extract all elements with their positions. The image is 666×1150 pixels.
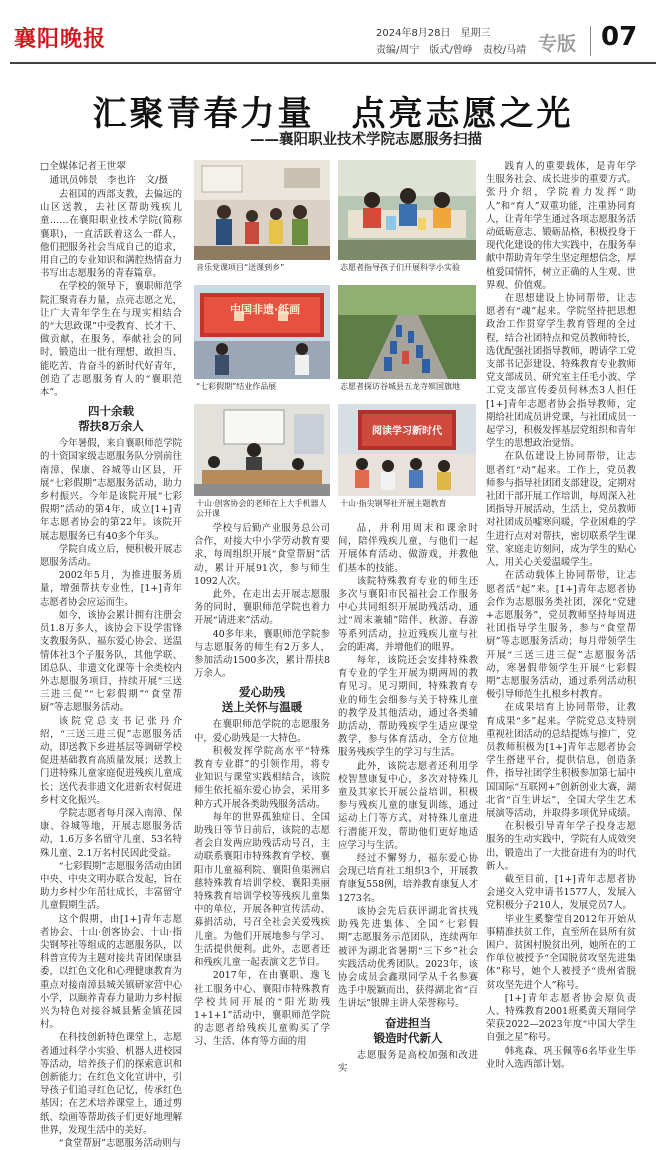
column-1-intro	[40, 188, 182, 399]
photo-memorial-visit	[338, 285, 476, 379]
paragraph: 去祖国的西部支教，去偏远的山区送教，去社区帮助残疾儿童……在襄阳职业技术学院(简称襄职)，一直活跃着这么一群人，他们把服务社会当成自己的追求，用自己的专业知识和满腔热情奋力书写出志愿服务的青春篇章。	[40, 189, 182, 280]
paragraph: 如今，该协会累计拥有注册会员1.8万多人，该协会下设学雷锋支教服务队、福东爱心协会、送温情体社3个子服务队，其他学联、团总队、非遗文化课等十余类校内外志愿服务项目，持续开展“三送三进三促”“七彩假期”“食堂帮厨”等志愿服务活动。	[40, 609, 182, 714]
caption-photo-5: 十山·创客协会的老师在上大手机器人公开课	[196, 499, 327, 518]
paragraph: 学院自成立后，便积极开展志愿服务活动。	[40, 543, 182, 569]
caption-photo-1: 音乐党课项目“送课到乡”	[196, 263, 285, 272]
caption-photo-4: 志愿者探访谷城县五龙寺殡国旗地	[340, 382, 460, 391]
page-number: 07	[601, 22, 638, 52]
section-heading-3	[338, 1016, 478, 1046]
photo-theme-education	[338, 404, 476, 496]
issue-date: 2024年8月28日 星期三	[376, 28, 491, 39]
caption-photo-3: “七彩假期”结业作品展	[196, 382, 277, 391]
section-heading-2-subtitle: 送上关怀与温暖	[221, 700, 303, 715]
paragraph: 该院党总支书记张丹介绍，“三送三进三促”志愿服务活动，即送教下乡进基层等调研学校促进基础教育高质量发展；送教上门进特殊儿童家庭促进残疾儿童成长；送代表非遗文化进新农村促进乡村文化振兴。	[40, 715, 182, 806]
paragraph: 志愿服务是高校加强和改进实	[338, 1049, 478, 1074]
section-heading-2-title: 爱心助残	[239, 685, 285, 700]
paragraph: “七彩假期”志愿服务活动由团中央、中央文明办联合发起，旨在助力乡村少年茁壮成长，丰富留守儿童假期生活。	[40, 860, 182, 912]
paragraph: 学院志愿者每月深入南漳、保康、谷城等地，开展志愿服务活动，1.6万多名留守儿童、53名特殊儿童、2.1万名村民因此受益。	[40, 807, 182, 859]
newspaper-logo: 襄阳晚报	[14, 26, 107, 52]
paragraph: 毕业生奚黎莹自2012年开始从事精准扶贫工作，直至所在县所有贫困户、贫困村脱贫出列，她所在的工作单位被授予“全国脱贫攻坚先进集体”称号，她个人被授予“贵州省脱贫攻坚先进个人”称号。	[486, 913, 637, 991]
paragraph: 经过不懈努力，福东爱心协会现已培育社工组织3个，开展教育康复558例，培养教育康复人才1273名。	[338, 853, 478, 904]
exhibition-banner-text: 中国非遗·纸画	[230, 303, 301, 316]
article-column-3	[338, 522, 478, 1074]
column-4-body	[486, 160, 636, 1071]
paragraph: 在科技创新特色课堂上，志愿者通过科学小实验、机器人进校园等活动，培养孩子们的探索意识和创新能力；在红色文化宣讲中，引导孩子们追寻红色记忆，传承红色基因；在艺术培养课堂上，通过剪纸、绘画等帮助孩子们更好地理解世界，发现生活中的美好。	[40, 1032, 182, 1136]
paragraph: 此外，在走出去开展志愿服务的同时，襄职师范学院也着力开展“请进来”活动。	[194, 589, 330, 627]
editor-credits: 责编/周宁 版式/曾峥 责校/马靖	[376, 45, 527, 56]
section-heading-3-subtitle: 锻造时代新人	[373, 1030, 443, 1045]
paragraph: [1+]青年志愿者协会原负责人、特殊教育2001班奚黄天翔同学荣获2022—2023年度“中国大学生自强之星”称号。	[486, 992, 636, 1044]
paragraph: 该协会先后获评湖北省扶残助残先进集体、全国“七彩假期”志愿服务示范团队，连续两年被评为湖北省暑期“三下乡”社会实践活动优秀团队。2023年，该协会成员会鑫琪同学从千名参赛选手中脱颖而出，获得湖北省“百生讲坛”银牌主讲人荣誉称号。	[338, 905, 478, 1010]
paragraph: 2017年，在由襄职、逸飞社工服务中心、襄阳市特殊教育学校共同开展的“阳光助残1+1+1”活动中，襄职师范学院的志愿者给残疾儿童购买了学习、生活、体育等方面的用	[194, 970, 330, 1048]
photo-exhibition	[194, 285, 330, 379]
caption-photo-6: 十山·指尖钢琴社开展主题教育	[340, 499, 447, 508]
article-subheadline: ——襄阳职业技术学院志愿服务扫描	[250, 132, 482, 148]
column-2-intro	[194, 522, 330, 680]
column-3-body	[338, 1049, 478, 1075]
paragraph: 在襄职师范学院的志愿服务中，爱心助残是一大特色。	[194, 719, 330, 744]
paragraph: 积极发挥学院高水平“特殊教育专业群”的引领作用，将专业知识与课堂实践相结合，该院师生依托福东爱心协会，采用多种方式开展各类助残服务活动。	[194, 745, 330, 810]
column-2-body	[194, 718, 330, 1048]
section-heading-3-title: 奋进担当	[385, 1015, 431, 1030]
photo-science-experiment	[338, 160, 476, 260]
paragraph: 在积极引导青年学子投身志愿服务的生动实践中，学院有人成效突出，锻造出了一大批奋进有为的时代新人。	[486, 821, 637, 872]
paragraph: 韩兆森、巩玉佩等6名毕业生毕业时入选西部计划。	[486, 1045, 636, 1070]
article-column-1	[40, 160, 182, 1150]
paragraph: 在队伍建设上协同帮带，让志愿者红“动”起来。工作上，党员教师参与指导社团团支部建设，定期对社团干部开展工作培训，每周深入社团指导开展活动，生活上，党员教师对社团成员嘘寒问暖，学业困难的学生进行点对对帮扶，密切联系学生课堂、家庭走访刻问，成为学生的贴心人，用关心关爱温暖学生。	[486, 451, 637, 569]
paragraph: 2002年5月，为推进服务质量，增强帮扶专业性，[1+]青年志愿者协会应运而生。	[40, 570, 182, 608]
masthead-rule	[10, 62, 656, 64]
paragraph: 在成果培育上协同帮带，让教育成果“多”起来。学院党总支特别重视社团活动的总结提炼与推广，党员教师积极为[1+]青年志愿者协会学生搭建平台，提供信息，创造条件，指导社团学生积极参加第七届中国国际“互联网+”创新创业大赛，湖北省“百生讲坛”，全国大学生艺术展演等活动，并取得多项优异成绩。	[486, 702, 637, 819]
paragraph: 今年暑假，来自襄职师范学院的十资国家级志愿服务队分别前往南漳、保康、谷城等山区县，开展“七彩假期”志愿服务活动，助力乡村振兴。今年是该院开展“七彩假期”活动的第4年，成立[1+]青年志愿者协会的第22年。该院开展志愿服务已有40多个年头。	[40, 438, 182, 542]
caption-photo-2: 志愿者指导孩子们开展科学小实验	[340, 263, 460, 272]
section-heading-1-subtitle: 帮扶8万余人	[78, 419, 144, 434]
paragraph: 该院特殊教育专业的师生还多次与襄阳市民福社会工作服务中心共同组织开展助残活动，通过“周末兼辅”陪伴、秋游、春游等系列活动，拉近残疾儿童与社会的距离，并增他们的眼界。	[338, 575, 478, 653]
article-column-4	[486, 160, 637, 1070]
section-heading-1	[40, 404, 182, 434]
paragraph: 在学校的领导下，襄职师范学院汇聚青春力量，点亮志愿之光，让广大青年学生在与现实相结合的“大思政课”中受教育、长才干、做贡献，在服务、奉献社会的同时，锻造出一批有理想、敢担当、能吃苦、肯奋斗的新时代好青年，创造了志愿服务育人的“襄职范本”。	[40, 281, 182, 399]
paragraph: 在思想建设上协同帮带，让志愿者有“魂”起来。学院坚持把思想政治工作贯穿学生教育管理的全过程，结合社团特点和党员教师特长，选优配强社团指导教师，聘请学工党支部书记彭建设、特殊教育专业教师党支部成员、研究室主任毛小波、学工党支部宣传委员何林杰3人担任[1+]青年志愿者协会指导教师，定期给社团成员讲党课，与社团成员一起学习，积极发挥基层党组织和青年学生的思想政治觉悟。	[486, 293, 637, 450]
paragraph: 40多年来，襄职师范学院参与志愿服务的师生有2万多人，参加活动1500多次，累计帮扶8万余人。	[194, 628, 330, 680]
paragraph: 截至目前，[1+]青年志愿者协会递交入党申请书1577人，发展入党积极分子210人，发展党员7人。	[486, 873, 636, 912]
paragraph: 践育人的重要载体，是青年学生服务社会、成长进步的重要方式。张丹介绍，学院着力发挥“助人”和“育人”双重功能，注重协同育人，让青年学生通过各项志愿服务活动砥砺意志、锻砺品格，积极投身于现代化建设的伟大实践中，在服务奉献中帮助青年学生坚定理想信念，厚植爱国情怀，树立正确的人生观、世界观、价值观。	[486, 161, 637, 291]
column-1-body	[40, 437, 182, 1150]
byline-correspondents: 通讯员韩景 李也许 文/摄	[49, 175, 168, 186]
photo-robot-class	[194, 404, 330, 496]
theme-banner-text: 阅读学习新时代	[372, 426, 442, 437]
paragraph: “食堂帮厨”志愿服务活动则与	[58, 1138, 181, 1150]
paragraph: 品，并利用周末和课余时间，陪伴残疾儿童，与他们一起开展体育活动、做游戏，并教他们基本的技能。	[338, 523, 478, 574]
masthead	[0, 0, 666, 64]
section-heading-2	[194, 685, 330, 715]
article-column-2	[194, 522, 330, 1048]
paragraph: 在活动载体上协同帮带，让志愿者活“起”来。[1+]青年志愿者协会作为志愿服务类社团，深化“党建+志愿服务”，党员教师坚持每周进社团指导学生服务，参与“食堂帮厨”等志愿服务活动；每月带领学生开展“三送三进三促”志愿服务活动，寒暑假带领学生开展“七彩假期”志愿服务活动，通过系列活动积极引导师范生扎根乡村教育。	[486, 570, 636, 701]
section-label: 专版	[538, 33, 577, 55]
masthead-divider	[590, 26, 591, 56]
paragraph: 此外，该院志愿者还利用学校智慧康复中心，多次对特殊儿童及其家长开展公益培训，积极参与残疾儿童的康复训练，通过运动上门等方式，对特殊儿童进行潜能开发，帮助他们更好地适应学习与生活。	[338, 760, 478, 851]
section-heading-1-title: 四十余载	[88, 404, 134, 419]
column-3-intro	[338, 522, 478, 1011]
byline-reporter: □全媒体记者王世翠	[40, 161, 126, 172]
photo-music-class	[194, 160, 330, 260]
paragraph: 学校与后勤产业服务总公司合作，对接大中小学劳动教育要求，每周组织开展“食堂帮厨”活动，累计开展91次，参与师生1092人次。	[194, 523, 330, 587]
paragraph: 每年，该院还会安排特殊教育专业的学生开展为期两周的教育见习。见习期间，特殊教育专业的师生会细参与关于特殊儿童的教学及其他活动，通过各类辅助活动，帮助残疾学生适应课堂教学，参与体育活动，全方位地服务残疾学生的学习与生活。	[338, 655, 478, 759]
paragraph: 这个假期，由[1+]青年志愿者协会、十山·创客协会、十山·指尖钢琴社等组成的志愿服务队，以科普宣传为主题对接共青团保康县委，以红色文化和心理健康教育为重点对接南漳县城关镇研家营中心小学，以颐养青春力量助力乡村振兴为特色对接谷城县紫金镇花园村。	[40, 913, 182, 1031]
article-headline: 汇聚青春力量 点亮志愿之光	[92, 94, 574, 134]
paragraph: 每年的世界孤独症日、全国助残日等节日前后，该院的志愿者会自发两应助残活动号召，主动联系襄阳市特殊教育学校、襄阳市儿童福利院、襄阳鱼渠洲启慈特殊教育培训学校、襄阳美丽特殊教育培训学校等残疾儿童集中的单位，开展各种宣传活动、募捐活动，号召全社会关爱残疾儿童。为他们开展地参与学习、生活提供便利。此外，志愿者还和残疾儿童一起表演文艺节目。	[194, 811, 330, 969]
